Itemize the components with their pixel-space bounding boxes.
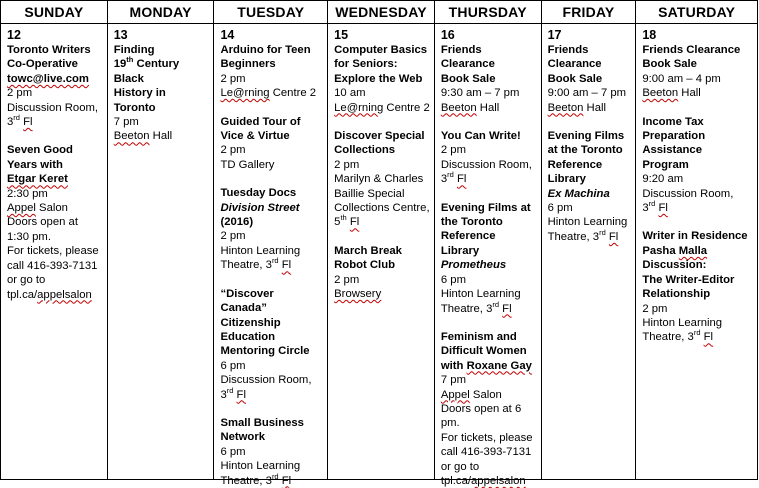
day-header: TUESDAY bbox=[214, 1, 327, 24]
event-detail: Marilyn & Charles bbox=[334, 173, 424, 186]
event-detail: Hinton Learning bbox=[642, 316, 723, 329]
event-title: Citizenship bbox=[220, 316, 281, 329]
event-entry bbox=[220, 43, 323, 101]
event-floor: Theatre, 3rd Fl bbox=[642, 328, 714, 344]
event-subtitle: Ex Machina bbox=[547, 187, 610, 200]
event-detail: 9:00 am – 4 pm bbox=[642, 72, 721, 85]
event-entry bbox=[334, 43, 430, 115]
event-detail: 9:00 am – 7 pm bbox=[547, 87, 627, 100]
event-detail: Doors open at 6 pm. bbox=[440, 402, 522, 430]
event-detail: Appel Salon bbox=[440, 388, 502, 401]
event-detail: 9:30 am – 7 pm bbox=[440, 87, 520, 100]
spell-flag: Appel bbox=[7, 202, 36, 215]
event-entry bbox=[7, 43, 103, 129]
date-number: 15 bbox=[334, 28, 349, 42]
date-number: 17 bbox=[547, 28, 562, 42]
event-detail: 6 pm bbox=[220, 445, 246, 458]
event-entry bbox=[642, 43, 753, 101]
event-detail: 7 pm bbox=[113, 116, 139, 129]
day-header: MONDAY bbox=[108, 1, 214, 24]
event-detail: Hinton Learning bbox=[220, 460, 301, 473]
event-title: Friends Clearance bbox=[642, 44, 741, 56]
event-title: Relationship bbox=[642, 288, 711, 301]
event-title: Mentoring Circle bbox=[220, 345, 310, 358]
day-header: THURSDAY bbox=[435, 1, 541, 24]
event-floor: Theatre, 3rd Fl bbox=[547, 228, 619, 243]
event-detail: 2 pm bbox=[220, 72, 246, 85]
event-title: Clearance bbox=[547, 58, 602, 71]
event-detail: 10 am bbox=[334, 87, 366, 100]
event-title: (2016) bbox=[220, 216, 254, 229]
event-detail: 1:30 pm. bbox=[7, 230, 51, 243]
event-floor: 5th Fl bbox=[334, 213, 360, 229]
event-entry bbox=[334, 244, 430, 302]
event-entry bbox=[220, 186, 323, 272]
event-detail: Discussion Room, bbox=[220, 374, 312, 387]
event-entry bbox=[441, 43, 537, 115]
event-title: Library bbox=[547, 173, 586, 186]
spell-flag: Browsery bbox=[334, 288, 382, 301]
spell-flag: appelsalon bbox=[37, 288, 92, 301]
event-entry bbox=[220, 416, 323, 488]
event-title: Toronto Writers bbox=[7, 44, 91, 56]
event-detail: 6 pm bbox=[547, 202, 573, 215]
spell-flag: Malla bbox=[678, 244, 708, 257]
day-column-thursday bbox=[435, 1, 542, 487]
event-floor: Theatre, 3rd Fl bbox=[220, 256, 292, 272]
event-title: Seven Good bbox=[7, 144, 73, 157]
event-detail: Discussion Room, bbox=[642, 187, 734, 200]
event-detail: or go to bbox=[7, 274, 46, 287]
event-title: History in Toronto bbox=[113, 87, 166, 114]
event-detail: 6 pm bbox=[440, 273, 466, 286]
event-detail: call 416-393-7131 bbox=[7, 259, 98, 272]
event-detail: tpl.ca/appelsalon bbox=[7, 288, 92, 301]
event-floor: 3rd Fl bbox=[7, 113, 33, 129]
day-body bbox=[636, 24, 757, 345]
event-detail: Hinton Learning bbox=[440, 288, 521, 301]
spell-flag: Beeton bbox=[113, 130, 150, 143]
event-detail: 2 pm bbox=[440, 144, 466, 157]
date-number: 12 bbox=[7, 28, 21, 42]
event-detail: 7 pm bbox=[440, 374, 466, 387]
event-detail: Collections Centre, bbox=[334, 202, 430, 215]
event-title: Vice & Virtue bbox=[220, 130, 290, 143]
event-detail: Le@rning Centre 2 bbox=[334, 101, 430, 114]
event-detail: tpl.ca/appelsalon bbox=[440, 474, 526, 487]
event-detail: Baillie Special bbox=[334, 187, 405, 200]
event-title: Collections bbox=[334, 144, 396, 157]
spell-flag: Roxane Gay bbox=[466, 359, 532, 372]
event-entry bbox=[441, 330, 537, 488]
day-column-friday bbox=[542, 1, 637, 479]
event-title: “Discover Canada” bbox=[220, 287, 274, 315]
event-entry bbox=[642, 229, 753, 344]
spell-flag: towc@live.com bbox=[7, 72, 89, 85]
spell-flag: Etgar Keret bbox=[7, 173, 68, 186]
week-grid bbox=[1, 1, 757, 487]
spell-flag: Le@rning bbox=[220, 87, 270, 100]
date-number: 18 bbox=[642, 28, 657, 42]
event-title: Computer Basics bbox=[334, 44, 428, 56]
event-title: Beginners bbox=[220, 58, 276, 71]
spell-flag: Le@rning bbox=[334, 101, 384, 114]
spell-flag: Appel bbox=[440, 388, 470, 401]
event-floor: Theatre, 3rd Fl bbox=[220, 471, 292, 487]
event-detail: Hinton Learning bbox=[220, 244, 301, 257]
date-number: 14 bbox=[220, 28, 235, 42]
day-column-wednesday bbox=[328, 1, 435, 479]
event-title bbox=[7, 72, 103, 86]
event-detail: Beeton Hall bbox=[642, 87, 701, 100]
event-floor: 3rd Fl bbox=[220, 385, 246, 401]
event-title: Reference bbox=[547, 158, 603, 171]
event-detail: Beeton Hall bbox=[440, 101, 500, 114]
event-title: Book Sale bbox=[440, 72, 496, 85]
event-title: Preparation bbox=[642, 130, 706, 143]
event-entry bbox=[220, 287, 323, 402]
event-title: Evening Films bbox=[547, 130, 625, 143]
day-body bbox=[214, 24, 327, 488]
event-title: Difficult Women bbox=[440, 345, 527, 358]
event-detail: Le@rning Centre 2 bbox=[220, 87, 317, 100]
event-title: Book Sale bbox=[642, 58, 697, 71]
spell-flag: Beeton bbox=[642, 87, 679, 100]
spell-flag: Beeton bbox=[547, 101, 584, 114]
event-detail: Beeton Hall bbox=[547, 101, 606, 114]
day-body bbox=[1, 24, 107, 302]
spell-flag: appelsalon bbox=[471, 474, 526, 487]
event-title: Education bbox=[220, 330, 276, 343]
event-title: 19th Century Black bbox=[113, 55, 180, 85]
event-detail: call 416-393-7131 bbox=[440, 446, 532, 459]
event-title: Book Sale bbox=[547, 72, 603, 85]
event-entry bbox=[114, 43, 210, 144]
event-detail: 2 pm bbox=[7, 87, 33, 100]
event-title: Years with bbox=[7, 158, 63, 171]
event-entry bbox=[642, 115, 753, 216]
event-title: at the Toronto bbox=[547, 144, 623, 157]
event-title: Clearance bbox=[440, 58, 495, 71]
event-title: with Roxane Gay bbox=[440, 359, 532, 372]
event-entry bbox=[7, 143, 103, 301]
event-title: Robot Club bbox=[334, 259, 395, 272]
event-title: Guided Tour of bbox=[220, 115, 301, 128]
event-title: Small Business bbox=[220, 416, 304, 429]
event-title: Explore the Web bbox=[334, 72, 423, 85]
event-detail: 2 pm bbox=[642, 302, 668, 315]
event-title: the Toronto bbox=[440, 216, 503, 229]
event-title: The Writer-Editor bbox=[642, 273, 735, 286]
event-entry bbox=[334, 129, 430, 230]
event-detail: Discussion Room, bbox=[440, 158, 532, 171]
event-title: Friends bbox=[547, 44, 589, 56]
event-title: for Seniors: bbox=[334, 58, 398, 71]
event-title: Program bbox=[642, 158, 689, 171]
event-subtitle: Division Street bbox=[220, 201, 300, 214]
event-detail: Beeton Hall bbox=[113, 130, 173, 143]
event-title: Tuesday Docs bbox=[220, 187, 297, 200]
event-subtitle: Prometheus bbox=[440, 259, 507, 272]
event-title: March Break bbox=[334, 244, 402, 257]
event-entry bbox=[441, 129, 537, 187]
day-header: SATURDAY bbox=[636, 1, 757, 24]
event-detail: TD Gallery bbox=[220, 158, 275, 171]
event-floor: Theatre, 3rd Fl bbox=[440, 299, 512, 315]
event-title: Evening Films at bbox=[440, 201, 531, 214]
day-header: FRIDAY bbox=[542, 1, 636, 24]
event-title: You Can Write! bbox=[440, 130, 521, 143]
event-detail: 2 pm bbox=[334, 158, 360, 171]
event-detail: Discussion Room, bbox=[7, 101, 99, 114]
event-detail: Doors open at bbox=[7, 216, 78, 229]
event-floor: 3rd Fl bbox=[642, 199, 668, 215]
event-title: Reference Library bbox=[440, 230, 496, 257]
event-detail: Hinton Learning bbox=[547, 216, 628, 229]
event-entry bbox=[548, 129, 632, 244]
day-header: WEDNESDAY bbox=[328, 1, 434, 24]
event-detail: Appel Salon bbox=[7, 202, 68, 215]
event-title bbox=[7, 172, 103, 186]
event-title: Co-Operative bbox=[7, 58, 78, 71]
event-entry bbox=[220, 115, 323, 173]
day-body bbox=[328, 24, 434, 302]
event-detail: For tickets, please bbox=[440, 431, 533, 444]
event-detail: 9:20 am bbox=[642, 173, 684, 186]
event-title: Arduino for Teen bbox=[220, 44, 311, 56]
spell-flag: Beeton bbox=[440, 101, 477, 114]
event-title: Network bbox=[220, 431, 266, 444]
day-body bbox=[542, 24, 636, 244]
event-detail: 2 pm bbox=[220, 230, 246, 243]
day-column-saturday bbox=[636, 1, 757, 479]
event-title: Feminism and bbox=[440, 330, 517, 343]
event-entry bbox=[441, 201, 537, 316]
event-title: Writer in Residence bbox=[642, 230, 748, 243]
event-title: Pasha Malla bbox=[642, 244, 708, 257]
day-column-sunday bbox=[1, 1, 108, 479]
event-title: Finding bbox=[113, 44, 155, 56]
day-header: SUNDAY bbox=[1, 1, 107, 24]
event-floor: 3rd Fl bbox=[440, 170, 467, 186]
day-body bbox=[435, 24, 541, 488]
event-detail: For tickets, please bbox=[7, 245, 99, 258]
day-column-monday bbox=[108, 1, 215, 479]
event-title: Discussion: bbox=[642, 259, 707, 272]
event-title: Friends bbox=[440, 44, 482, 56]
event-detail: 2:30 pm bbox=[7, 187, 48, 200]
event-detail: or go to bbox=[440, 460, 480, 473]
day-column-tuesday bbox=[214, 1, 328, 487]
event-detail: 2 pm bbox=[334, 273, 360, 286]
event-title: Assistance bbox=[642, 144, 702, 157]
event-title: Discover Special bbox=[334, 130, 425, 143]
event-detail: 6 pm bbox=[220, 359, 246, 372]
event-detail bbox=[334, 287, 430, 301]
date-number: 16 bbox=[440, 28, 455, 42]
date-number: 13 bbox=[113, 28, 128, 42]
event-entry bbox=[548, 43, 632, 115]
event-detail: 2 pm bbox=[220, 144, 246, 157]
day-body bbox=[108, 24, 214, 144]
event-title: Income Tax bbox=[642, 115, 704, 128]
